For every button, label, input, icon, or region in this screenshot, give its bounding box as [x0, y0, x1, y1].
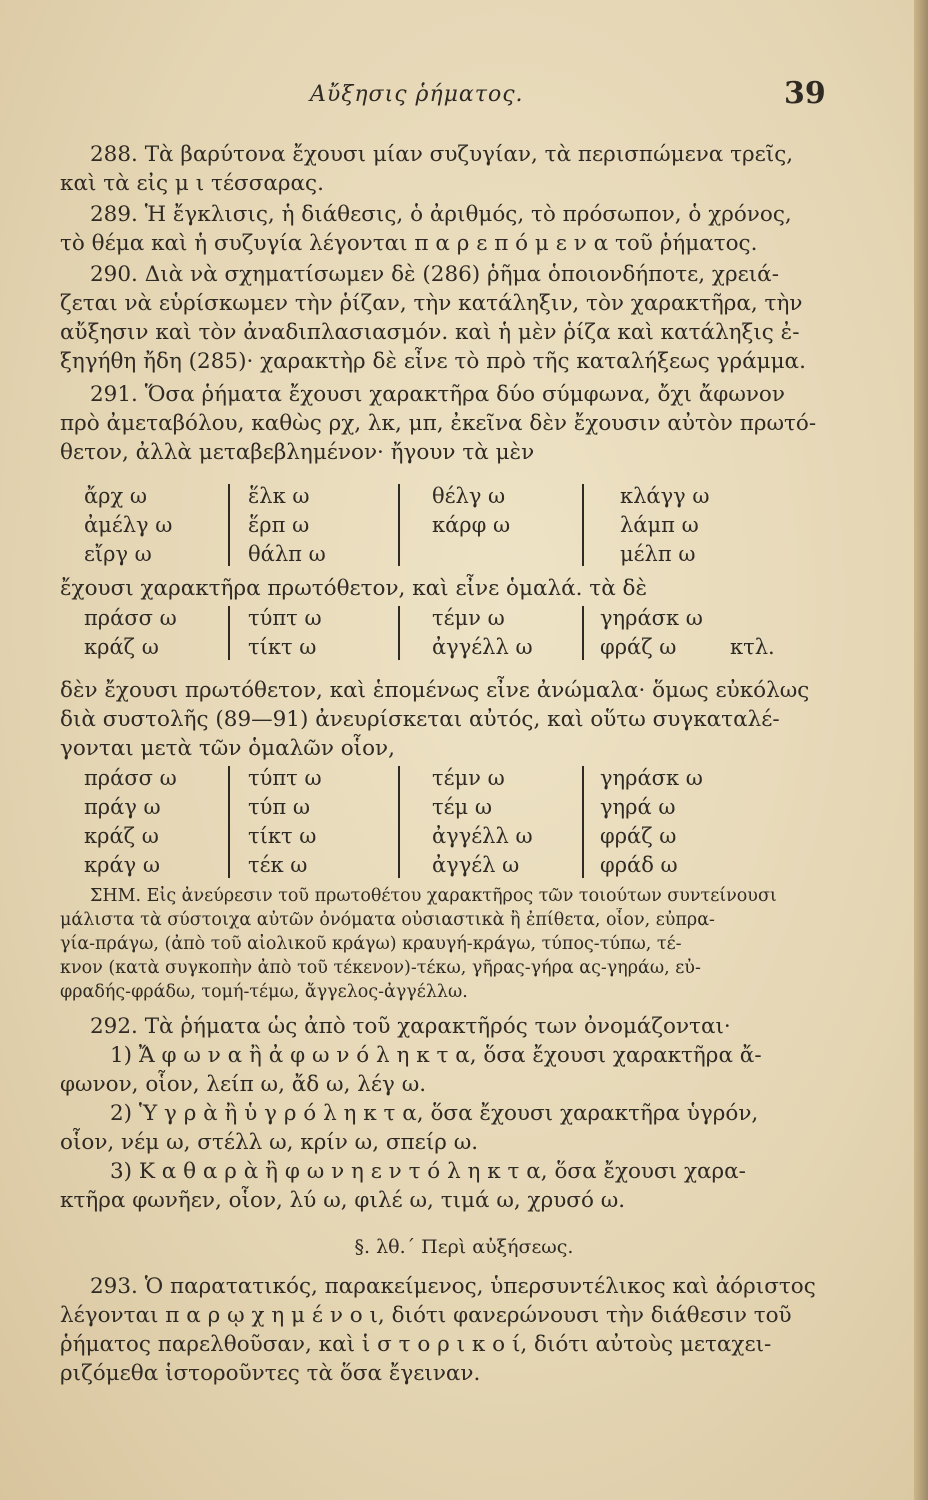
running-title: Αὔξησις ῥήματος.	[310, 82, 524, 107]
paragraph-288	[60, 140, 820, 198]
table-cell: ἀμέλγ ω	[84, 513, 173, 537]
table-row	[80, 604, 800, 633]
table-cell: φράζ ω	[600, 635, 677, 659]
text-line: γονται μετὰ τῶν ὁμαλῶν οἷον,	[60, 736, 395, 761]
table-cell: τύπ ω	[248, 795, 310, 819]
page-edge-shadow	[914, 0, 928, 1500]
table-cell: γηράσκ ω	[600, 606, 703, 630]
text-line: 292. Τὰ ῥήματα ὡς ἀπὸ τοῦ χαρακτῆρός των ὀνομάζονται·	[90, 1014, 731, 1039]
table-cell: κλάγγ ω	[620, 484, 710, 508]
table-row	[80, 822, 800, 851]
text-line: θετον, ἀλλὰ μεταβεβλημένον· ἤγουν τὰ μὲν	[60, 440, 535, 465]
text-line: 289. Ἡ ἔγκλισις, ἡ διάθεσις, ὁ ἀριθμός, τὸ πρόσωπον, ὁ χρόνος,	[90, 202, 792, 227]
table-cell: φράδ ω	[600, 853, 678, 877]
table-cell: τύπτ ω	[248, 766, 322, 790]
paragraph-291	[60, 380, 820, 467]
table-row	[80, 540, 800, 569]
table-cell: τύπτ ω	[248, 606, 322, 630]
table-cell: θάλπ ω	[248, 542, 326, 566]
page-number: 39	[784, 76, 826, 111]
text-line: 290. Διὰ νὰ σχηματίσωμεν δὲ (286) ῥῆμα ὁποιονδήποτε, χρειά-	[90, 262, 779, 287]
table-cell-etc: κτλ.	[730, 635, 775, 659]
table-cell: ἄρχ ω	[84, 484, 148, 508]
table-row	[80, 633, 800, 662]
paragraph-291-continued	[60, 676, 820, 763]
table-cell: ἀγγέλλ ω	[432, 635, 533, 659]
table-row	[80, 482, 800, 511]
table-cell: μέλπ ω	[620, 542, 696, 566]
text-line: 288. Τὰ βαρύτονα ἔχουσι μίαν συζυγίαν, τὰ περισπώμενα τρεῖς,	[90, 142, 794, 167]
table-cell: κράζ ω	[84, 824, 159, 848]
table-row	[80, 851, 800, 880]
text-line: αὔξησιν καὶ τὸν ἀναδιπλασιασμόν. καὶ ἡ μὲν ῥίζα καὶ κατάληξις ἐ-	[60, 320, 800, 345]
section-heading: §. λθ.΄ Περὶ αὐξήσεως.	[354, 1236, 574, 1258]
text-line: πρὸ ἀμεταβόλου, καθὼς ρχ, λκ, μπ, ἐκεῖνα δὲν ἔχουσιν αὐτὸν πρωτό-	[60, 411, 817, 436]
table-cell: θέλγ ω	[432, 484, 506, 508]
table-cell: λάμπ ω	[620, 513, 699, 537]
text-line: ΣΗΜ. Εἰς ἀνεύρεσιν τοῦ πρωτοθέτου χαρακτῆρος τῶν τοιούτων συντείνουσι	[90, 886, 777, 906]
paragraph-289	[60, 200, 820, 258]
verb-table-regular	[80, 482, 800, 569]
paragraph-290	[60, 260, 820, 376]
table-cell: κάρφ ω	[432, 513, 511, 537]
text-line: μάλιστα τὰ σύστοιχα αὐτῶν ὀνόματα οὐσιαστικὰ ἢ ἐπίθετα, οἷον, εὐπρα-	[60, 910, 715, 930]
table-cell: ἕλκ ω	[248, 484, 310, 508]
text-line: λέγονται π α ρ ῳ χ η μ έ ν ο ι, διότι φανερώνουσι τὴν διάθεσιν τοῦ	[60, 1303, 792, 1328]
table-row	[80, 511, 800, 540]
paragraph-293	[60, 1272, 820, 1388]
text-line: 293. Ὁ παρατατικός, παρακείμενος, ὑπερσυντέλικος καὶ ἀόριστος	[90, 1274, 816, 1299]
table-row	[80, 793, 800, 822]
table-cell: τίκτ ω	[248, 824, 317, 848]
table-cell: τίκτ ω	[248, 635, 317, 659]
table-cell: κράζ ω	[84, 635, 159, 659]
table-cell: κράγ ω	[84, 853, 161, 877]
table-cell: ἀγγέλ ω	[432, 853, 520, 877]
table-cell: πράγ ω	[84, 795, 161, 819]
table-cell: ἀγγέλλ ω	[432, 824, 533, 848]
text-line: ξηγήθη ἤδη (285)· χαρακτὴρ δὲ εἶνε τὸ πρὸ τῆς καταλήξεως γράμμα.	[60, 349, 806, 374]
text-line: κτῆρα φωνῆεν, οἷον, λύ ω, φιλέ ω, τιμά ω, χρυσό ω.	[60, 1188, 626, 1213]
table-row	[80, 764, 800, 793]
text-line: 1) Ἄ φ ω ν α ἢ ἀ φ ω ν ό λ η κ τ α, ὅσα ἔχουσι χαρακτῆρα ἄ-	[110, 1043, 762, 1068]
text-line: ἔχουσι χαρακτῆρα πρωτόθετον, καὶ εἶνε ὁμαλά. τὰ δὲ	[60, 576, 648, 601]
text-line: ριζόμεθα ἱστοροῦντες τὰ ὅσα ἔγειναν.	[60, 1361, 481, 1386]
text-line: δὲν ἔχουσι πρωτόθετον, καὶ ἑπομένως εἶνε ἀνώμαλα· ὅμως εὐκόλως	[60, 678, 810, 703]
table-cell: φράζ ω	[600, 824, 677, 848]
text-line: τὸ θέμα καὶ ἡ συζυγία λέγονται π α ρ ε π ό μ ε ν α τοῦ ῥήματος.	[60, 231, 758, 256]
text-line: καὶ τὰ εἰς μ ι τέσσαρας.	[60, 171, 324, 196]
verb-table-contracted	[80, 764, 800, 880]
text-line: 2) Ὑ γ ρ ὰ ἢ ὑ γ ρ ό λ η κ τ α, ὅσα ἔχουσι χαρακτῆρα ὑγρόν,	[110, 1101, 759, 1126]
footnote-remark	[60, 884, 820, 1004]
text-line: γία-πράγω, (ἀπὸ τοῦ αἰολικοῦ κράγω) κραυγή-κράγω, τύπος-τύπω, τέ-	[60, 934, 682, 954]
table-cell: τέμ ω	[432, 795, 492, 819]
table-cell: εἴργ ω	[84, 542, 152, 566]
table-cell: τέμν ω	[432, 606, 505, 630]
table-cell: πράσσ ω	[84, 766, 177, 790]
paragraph-292	[60, 1012, 820, 1215]
table-cell: τέκ ω	[248, 853, 308, 877]
page-header	[0, 76, 928, 122]
text-line: 3) Κ α θ α ρ ὰ ἢ φ ω ν η ε ν τ ό λ η κ τ α, ὅσα ἔχουσι χαρα-	[110, 1159, 746, 1184]
text-line: φωνον, οἷον, λείπ ω, ἄδ ω, λέγ ω.	[60, 1072, 427, 1097]
verb-table-irregular	[80, 604, 800, 662]
text-line: φραδής-φράδω, τομή-τέμω, ἄγγελος-ἀγγέλλω.	[60, 982, 468, 1002]
table-cell: γηρά ω	[600, 795, 676, 819]
paragraph-291-continued	[60, 574, 820, 603]
text-line: ζεται νὰ εὑρίσκωμεν τὴν ῥίζαν, τὴν κατάληξιν, τὸν χαρακτῆρα, τὴν	[60, 291, 803, 316]
table-cell: ἕρπ ω	[248, 513, 310, 537]
text-line: οἷον, νέμ ω, στέλλ ω, κρίν ω, σπείρ ω.	[60, 1130, 479, 1155]
table-cell: πράσσ ω	[84, 606, 177, 630]
text-line: κνον (κατὰ συγκοπὴν ἀπὸ τοῦ τέκενον)-τέκω, γῆρας-γήρα ας-γηράω, εὐ-	[60, 958, 701, 978]
text-line: διὰ συστολῆς (89—91) ἀνευρίσκεται αὐτός, καὶ οὕτω συγκαταλέ-	[60, 707, 780, 732]
text-line: ῥήματος παρελθοῦσαν, καὶ ἱ σ τ ο ρ ι κ ο ί, διότι αὐτοὺς μεταχει-	[60, 1332, 772, 1357]
table-cell: γηράσκ ω	[600, 766, 703, 790]
table-cell: τέμν ω	[432, 766, 505, 790]
text-line: 291. Ὅσα ῥήματα ἔχουσι χαρακτῆρα δύο σύμφωνα, ὄχι ἄφωνον	[90, 382, 785, 407]
